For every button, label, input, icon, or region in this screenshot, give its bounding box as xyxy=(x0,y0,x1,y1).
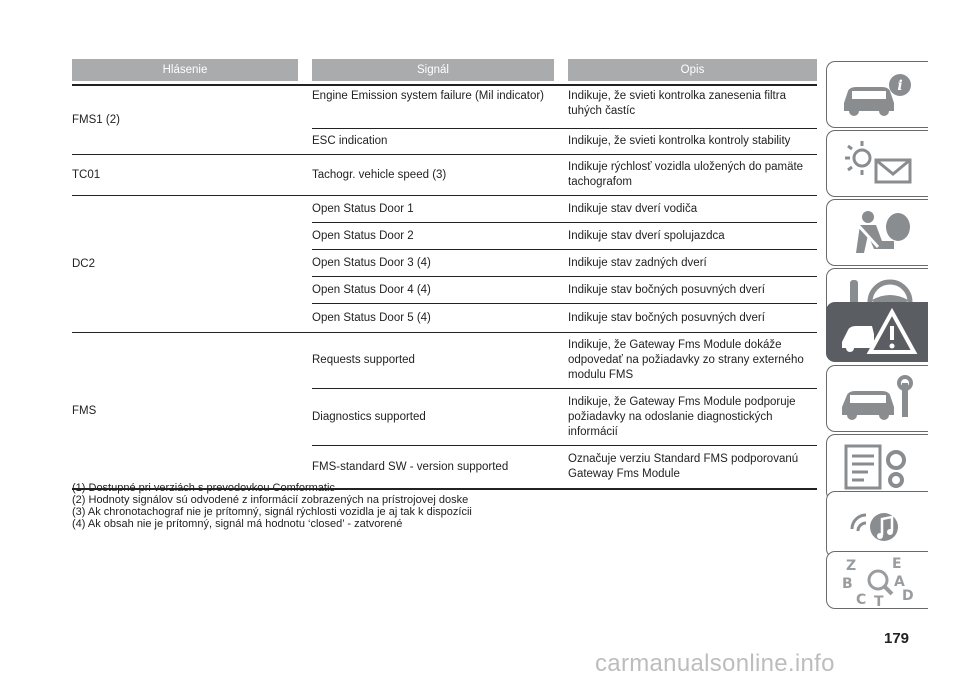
table-row xyxy=(312,155,817,195)
car-info-icon xyxy=(838,69,918,121)
desc-cell: Indikuje, že Gateway Fms Module dokáže odpovedať na požiadavky zo strany externého modulu FMS xyxy=(568,339,804,381)
signal-cell: Open Status Door 4 (4) xyxy=(312,283,431,296)
alphabetical-index-icon xyxy=(838,554,918,606)
group-label: FMS xyxy=(72,404,97,417)
index-letter: B xyxy=(841,576,853,592)
signal-cell: FMS-standard SW - version supported xyxy=(312,460,509,473)
seatbelt-airbag-icon xyxy=(838,207,918,259)
chapter-tab-index[interactable] xyxy=(826,551,928,609)
footnotes xyxy=(72,482,817,530)
table-row xyxy=(312,389,817,446)
chapter-tab-maintenance[interactable] xyxy=(826,365,928,432)
desc-cell: Indikuje stav dverí spolujazdca xyxy=(568,229,725,242)
footnote: (3) Ak chronotachograf nie je prítomný, signál rýchlosti vozidla je aj tak k dispozícii xyxy=(72,506,472,518)
group-label: TC01 xyxy=(72,169,101,181)
signal-cell: Diagnostics supported xyxy=(312,410,426,423)
signal-cell: ESC indication xyxy=(312,135,388,147)
group-label: FMS1 (2) xyxy=(72,114,120,126)
signal-cell: Open Status Door 2 xyxy=(312,229,414,242)
table-row xyxy=(312,250,817,277)
car-warning-triangle-icon xyxy=(838,306,918,358)
table-row xyxy=(312,333,817,389)
desc-cell: Indikuje stav zadných dverí xyxy=(568,256,707,269)
chapter-tab-car-info[interactable] xyxy=(826,61,928,128)
table-row xyxy=(312,86,817,129)
desc-cell: Indikuje, že Gateway Fms Module podporuje požiadavky na odoslanie diagnostických informácií xyxy=(568,395,796,438)
table-header xyxy=(72,59,817,81)
header-opis: Opis xyxy=(568,59,817,81)
desc-cell: Indikuje stav bočných posuvných dverí xyxy=(568,283,765,296)
footnote: (4) Ak obsah nie je prítomný, signál má hodnotu ‘closed’ - zatvorené xyxy=(72,518,403,530)
signal-cell: Open Status Door 1 xyxy=(312,202,414,215)
desc-cell: Indikuje rýchlosť vozidla uložených do pamäte tachografom xyxy=(568,161,804,188)
desc-cell: Indikuje stav dverí vodiča xyxy=(568,202,698,215)
header-signal: Signál xyxy=(312,59,554,81)
table-group-dc2 xyxy=(72,196,817,333)
table-row xyxy=(312,277,817,304)
index-letter: D xyxy=(901,588,914,604)
table-row xyxy=(312,129,817,154)
watermark: carmanualsonline.info xyxy=(595,650,835,677)
media-nav-icon xyxy=(838,499,918,551)
table-row xyxy=(312,304,817,332)
chapter-tab-safety[interactable] xyxy=(826,199,928,266)
index-letter: C xyxy=(855,592,866,606)
header-hlasenie: Hlásenie xyxy=(72,59,298,81)
fms-table xyxy=(72,59,817,490)
footnote: (2) Hodnoty signálov sú odvodené z informácií zobrazených na prístrojovej doske xyxy=(72,494,469,506)
group-label: DC2 xyxy=(72,258,96,270)
signal-cell: Requests supported xyxy=(312,354,415,366)
signal-cell: Engine Emission system failure (Mil indicator) xyxy=(312,90,544,102)
table-group-tc01 xyxy=(72,155,817,196)
table-row xyxy=(312,223,817,250)
table-group-fms1 xyxy=(72,86,817,155)
index-letter: Z xyxy=(845,558,856,574)
svg-text:i: i xyxy=(896,77,903,94)
spec-list-gear-icon xyxy=(838,442,918,494)
index-letter: A xyxy=(893,574,905,590)
table-group-fms xyxy=(72,333,817,490)
page-number: 179 xyxy=(884,630,910,647)
signal-cell: Open Status Door 3 (4) xyxy=(312,256,431,269)
desc-cell: Označuje verziu Standard FMS podporovanú Gateway Fms Module xyxy=(568,453,799,480)
signal-cell: Open Status Door 5 (4) xyxy=(312,311,431,324)
warning-lights-icon xyxy=(838,138,918,190)
chapter-tab-warning-lights[interactable] xyxy=(826,130,928,197)
chapter-tab-multimedia[interactable] xyxy=(826,491,928,558)
desc-cell: Indikuje, že svieti kontrolka zanesenia filtra tuhých častíc xyxy=(568,90,786,117)
footnote: (1) Dostupné pri verziách s prevodovkou Comformatic xyxy=(72,482,335,494)
signal-cell: Tachogr. vehicle speed (3) xyxy=(312,168,447,181)
desc-cell: Indikuje, že svieti kontrolka kontroly stability xyxy=(568,135,791,147)
index-letter: T xyxy=(873,594,884,606)
car-wrench-icon xyxy=(838,373,918,425)
desc-cell: Indikuje stav bočných posuvných dverí xyxy=(568,311,765,324)
index-letter: E xyxy=(891,556,902,572)
chapter-tab-emergency[interactable] xyxy=(826,302,928,362)
table-row xyxy=(312,196,817,223)
